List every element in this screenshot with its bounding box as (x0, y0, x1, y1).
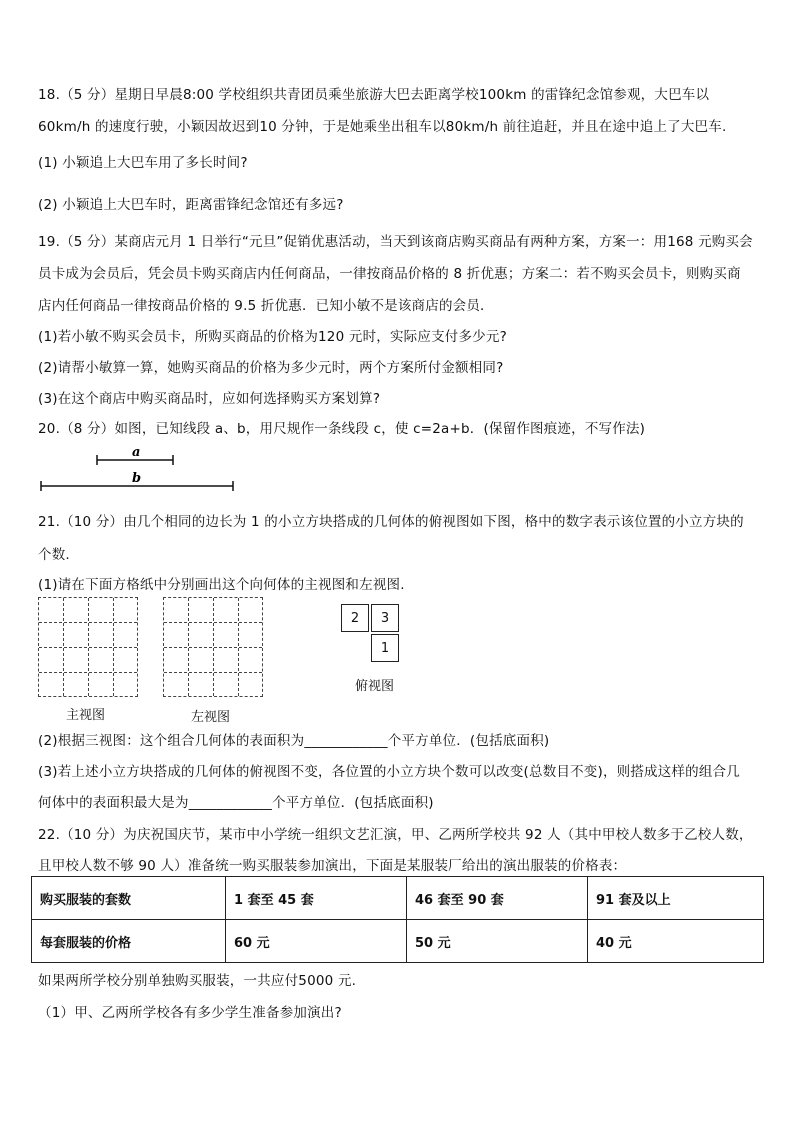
top-view-cell: 1 (371, 634, 399, 662)
table-cell: 1 套至 45 套 (226, 877, 407, 920)
q19-sub2: (2)请帮小敏算一算，她购买商品的价格为多少元时，两个方案所付金额相同? (38, 360, 504, 376)
table-cell: 50 元 (407, 920, 588, 963)
top-view-cell: 3 (371, 604, 399, 632)
left-view-grid (163, 597, 263, 697)
segment-b-label: b (132, 471, 142, 486)
q21-sub2: (2)根据三视图：这个组合几何体的表面积为____________个平方单位．(包括底面积) (38, 733, 550, 749)
segment-figure (35, 443, 245, 495)
q19-sub3: (3)在这个商店中购买商品时，应如何选择购买方案划算? (38, 391, 381, 407)
table-row (32, 877, 764, 920)
q18-sub1: (1) 小颖追上大巴车用了多长时间? (38, 155, 248, 171)
segment-a-label: a (132, 445, 141, 460)
top-view-caption: 俯视图 (355, 679, 395, 694)
q22-sub1: （1）甲、乙两所学校各有多少学生准备参加演出? (38, 1005, 342, 1021)
q19-line2: 员卡成为会员后，凭会员卡购买商店内任何商品，一律按商品价格的 8 折优惠；方案二：若不购买会员卡，则购买商 (38, 266, 741, 282)
table-cell: 购买服装的套数 (32, 877, 226, 920)
q19-line3: 店内任何商品一律按商品价格的 9.5 折优惠．已知小敏不是该商店的会员． (38, 298, 494, 314)
table-cell: 60 元 (226, 920, 407, 963)
q18-sub2: (2) 小颖追上大巴车时，距离雷锋纪念馆还有多远? (38, 197, 344, 213)
table-row (32, 920, 764, 963)
left-view-caption: 左视图 (191, 710, 231, 725)
q21-sub3-line1: (3)若上述小立方块搭成的几何体的俯视图不变，各位置的小立方块个数可以改变(总数目不变)，则搭成这样的组合几 (38, 764, 740, 780)
q18-line1: 18.（5 分）星期日早晨8:00 学校组织共青团员乘坐旅游大巴去距离学校100km 的雷锋纪念馆参观，大巴车以 (38, 87, 710, 103)
q18-line2: 60km/h 的速度行驶，小颖因故迟到10 分钟，于是她乘坐出租车以80km/h 前往追赶，并且在途中追上了大巴车. (38, 119, 727, 135)
front-view-caption: 主视图 (66, 708, 106, 723)
table-cell: 91 套及以上 (588, 877, 764, 920)
q22-line2: 且甲校人数不够 90 人）准备统一购买服装参加演出，下面是某服装厂给出的演出服装的价格表： (38, 858, 627, 874)
q22-line1: 22.（10 分）为庆祝国庆节，某市中小学统一组织文艺汇演，甲、乙两所学校共 92 人（其中甲校人数多于乙校人数， (38, 827, 753, 843)
front-view-grid (38, 597, 138, 697)
q20-line1: 20.（8 分）如图，已知线段 a、b，用尺规作一条线段 c，使 c=2a+b．(保留作图痕迹，不写作法) (38, 421, 646, 437)
q19-line1: 19.（5 分）某商店元月 1 日举行“元旦”促销优惠活动，当天到该商店购买商品有两种方案，方案一：用168 元购买会 (38, 234, 753, 250)
table-cell: 每套服装的价格 (32, 920, 226, 963)
q21-sub1: (1)请在下面方格纸中分别画出这个向何体的主视图和左视图. (38, 577, 405, 593)
q19-sub1: (1)若小敏不购买会员卡，所购买商品的价格为120 元时，实际应支付多少元? (38, 329, 507, 345)
table-cell: 46 套至 90 套 (407, 877, 588, 920)
top-view-cell: 2 (341, 604, 369, 632)
price-table (31, 876, 764, 963)
q21-sub3-line2: 何体中的表面积最大是为____________个平方单位．(包括底面积) (38, 795, 434, 811)
q21-line1: 21.（10 分）由几个相同的边长为 1 的小立方块搭成的几何体的俯视图如下图，格中的数字表示该位置的小立方块的 (38, 514, 744, 530)
q22-after: 如果两所学校分别单独购买服装，一共应付5000 元. (38, 973, 357, 989)
q21-line2: 个数. (38, 547, 70, 563)
table-cell: 40 元 (588, 920, 764, 963)
